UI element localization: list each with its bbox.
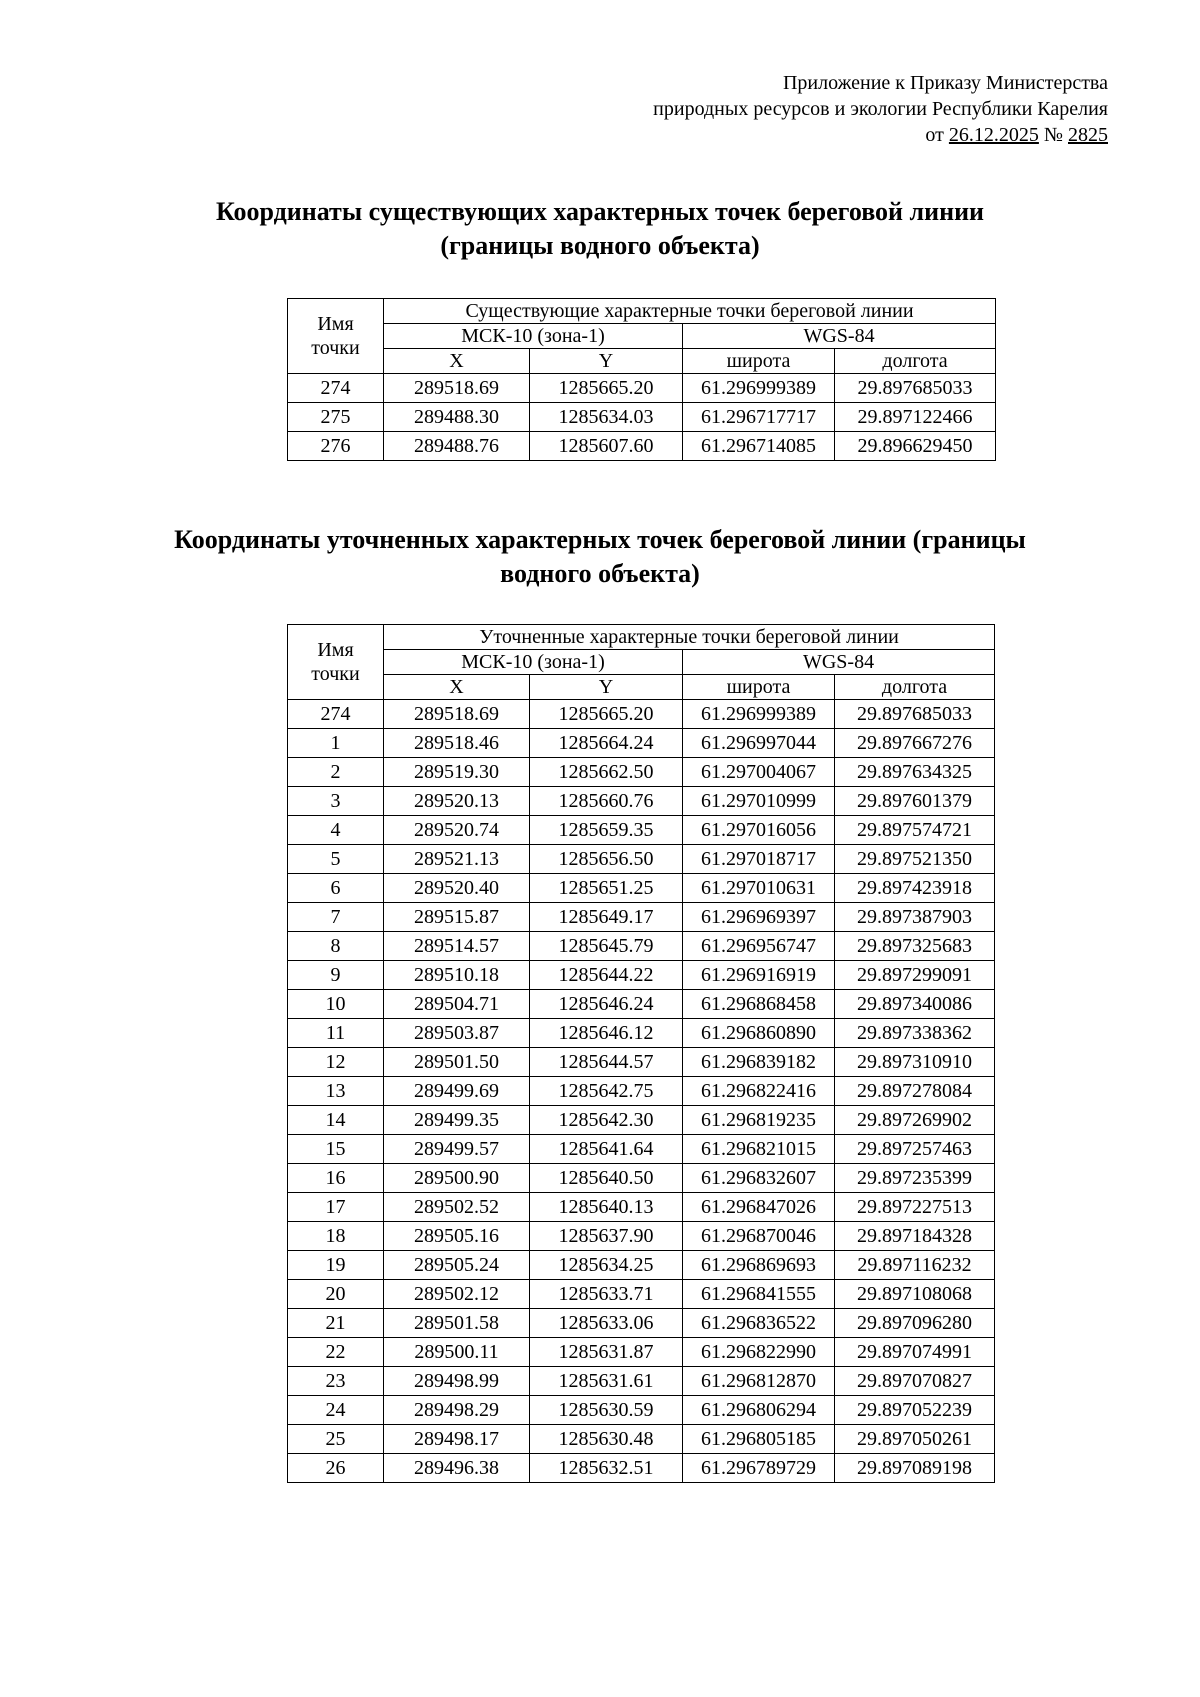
msk-header: МСК-10 (зона-1) [384, 650, 683, 675]
x-cell: 289498.99 [384, 1367, 530, 1396]
y-cell: 1285664.24 [530, 729, 683, 758]
y-cell: 1285631.61 [530, 1367, 683, 1396]
point-name-cell: 19 [288, 1251, 384, 1280]
point-name-cell: 6 [288, 874, 384, 903]
latitude-cell: 61.296836522 [683, 1309, 835, 1338]
point-name-cell: 275 [288, 403, 384, 432]
y-cell: 1285640.50 [530, 1164, 683, 1193]
table-row [288, 700, 995, 729]
latitude-cell: 61.296839182 [683, 1048, 835, 1077]
x-cell: 289518.46 [384, 729, 530, 758]
refined-points-body [288, 700, 995, 1483]
x-cell: 289498.17 [384, 1425, 530, 1454]
point-name-cell: 15 [288, 1135, 384, 1164]
latitude-cell: 61.296812870 [683, 1367, 835, 1396]
table-row [288, 1425, 995, 1454]
table-row [288, 1454, 995, 1483]
longitude-cell: 29.897122466 [835, 403, 996, 432]
x-cell: 289499.69 [384, 1077, 530, 1106]
latitude-cell: 61.296860890 [683, 1019, 835, 1048]
table-row [288, 1019, 995, 1048]
longitude-cell: 29.897257463 [835, 1135, 995, 1164]
section1-title-line-2: (границы водного объекта) [440, 231, 760, 260]
wgs-header: WGS-84 [683, 324, 996, 349]
latitude-cell: 61.296806294 [683, 1396, 835, 1425]
point-name-cell: 24 [288, 1396, 384, 1425]
y-cell: 1285662.50 [530, 758, 683, 787]
point-name-cell: 8 [288, 932, 384, 961]
table-row [288, 403, 996, 432]
point-name-cell: 1 [288, 729, 384, 758]
y-cell: 1285637.90 [530, 1222, 683, 1251]
section1-title-line-1: Координаты существующих характерных точек береговой линии [215, 197, 985, 226]
point-name-header-line-1: Имя [317, 313, 354, 335]
table-header-row [288, 625, 995, 650]
table-row [288, 990, 995, 1019]
y-cell: 1285644.22 [530, 961, 683, 990]
longitude-cell: 29.897667276 [835, 729, 995, 758]
y-cell: 1285660.76 [530, 787, 683, 816]
latitude-cell: 61.296868458 [683, 990, 835, 1019]
point-name-cell: 12 [288, 1048, 384, 1077]
x-cell: 289488.30 [384, 403, 530, 432]
point-name-cell: 10 [288, 990, 384, 1019]
approval-number-sign: № [1043, 124, 1063, 146]
y-cell: 1285659.35 [530, 816, 683, 845]
longitude-cell: 29.897052239 [835, 1396, 995, 1425]
longitude-cell: 29.897278084 [835, 1077, 995, 1106]
point-name-cell: 20 [288, 1280, 384, 1309]
longitude-cell: 29.897601379 [835, 787, 995, 816]
longitude-cell: 29.897338362 [835, 1019, 995, 1048]
table-row [288, 432, 996, 461]
table-row [288, 816, 995, 845]
table-row [288, 1338, 995, 1367]
x-cell: 289520.13 [384, 787, 530, 816]
latitude-cell: 61.297016056 [683, 816, 835, 845]
point-name-cell: 25 [288, 1425, 384, 1454]
latitude-cell: 61.296956747 [683, 932, 835, 961]
y-cell: 1285656.50 [530, 845, 683, 874]
existing-points-table [287, 298, 996, 461]
x-cell: 289515.87 [384, 903, 530, 932]
table-row [288, 932, 995, 961]
table-row [288, 758, 995, 787]
point-name-cell: 3 [288, 787, 384, 816]
longitude-cell: 29.897089198 [835, 1454, 995, 1483]
point-name-cell: 4 [288, 816, 384, 845]
longitude-cell: 29.896629450 [835, 432, 996, 461]
table-row [288, 1077, 995, 1106]
section2-title-line-2: водного объекта) [500, 559, 700, 588]
approval-number: 2825 [1068, 124, 1108, 146]
y-cell: 1285633.06 [530, 1309, 683, 1338]
table-row [288, 1106, 995, 1135]
table-row [288, 903, 995, 932]
y-cell: 1285644.57 [530, 1048, 683, 1077]
table-row [288, 1280, 995, 1309]
x-cell: 289520.40 [384, 874, 530, 903]
y-cell: 1285646.12 [530, 1019, 683, 1048]
x-cell: 289498.29 [384, 1396, 530, 1425]
y-cell: 1285646.24 [530, 990, 683, 1019]
longitude-cell: 29.897340086 [835, 990, 995, 1019]
wgs-header: WGS-84 [683, 650, 995, 675]
point-name-cell: 26 [288, 1454, 384, 1483]
point-name-cell: 21 [288, 1309, 384, 1338]
y-cell: 1285640.13 [530, 1193, 683, 1222]
table-row [288, 1222, 995, 1251]
latitude-cell: 61.296869693 [683, 1251, 835, 1280]
latitude-cell: 61.296822416 [683, 1077, 835, 1106]
col-x-header: X [384, 349, 530, 374]
point-name-cell: 274 [288, 700, 384, 729]
x-cell: 289510.18 [384, 961, 530, 990]
x-cell: 289505.24 [384, 1251, 530, 1280]
longitude-cell: 29.897310910 [835, 1048, 995, 1077]
x-cell: 289502.12 [384, 1280, 530, 1309]
x-cell: 289504.71 [384, 990, 530, 1019]
approval-line-2: природных ресурсов и экологии Республики Карелия [653, 98, 1108, 120]
x-cell: 289505.16 [384, 1222, 530, 1251]
latitude-cell: 61.296969397 [683, 903, 835, 932]
y-cell: 1285641.64 [530, 1135, 683, 1164]
latitude-cell: 61.296999389 [683, 700, 835, 729]
point-name-cell: 23 [288, 1367, 384, 1396]
approval-prefix: от [925, 124, 944, 146]
y-cell: 1285649.17 [530, 903, 683, 932]
y-cell: 1285645.79 [530, 932, 683, 961]
y-cell: 1285642.30 [530, 1106, 683, 1135]
longitude-cell: 29.897235399 [835, 1164, 995, 1193]
table-row [288, 1251, 995, 1280]
table-header-row [288, 299, 996, 324]
y-cell: 1285642.75 [530, 1077, 683, 1106]
point-name-cell: 274 [288, 374, 384, 403]
table-header-row [288, 650, 995, 675]
point-name-cell: 22 [288, 1338, 384, 1367]
latitude-cell: 61.296821015 [683, 1135, 835, 1164]
longitude-cell: 29.897685033 [835, 374, 996, 403]
latitude-cell: 61.297010631 [683, 874, 835, 903]
y-cell: 1285631.87 [530, 1338, 683, 1367]
x-cell: 289503.87 [384, 1019, 530, 1048]
point-name-cell: 7 [288, 903, 384, 932]
longitude-cell: 29.897685033 [835, 700, 995, 729]
latitude-cell: 61.296717717 [683, 403, 835, 432]
latitude-cell: 61.297004067 [683, 758, 835, 787]
latitude-cell: 61.297018717 [683, 845, 835, 874]
group-header: Уточненные характерные точки береговой линии [384, 625, 995, 650]
point-name-cell: 5 [288, 845, 384, 874]
x-cell: 289496.38 [384, 1454, 530, 1483]
latitude-cell: 61.296805185 [683, 1425, 835, 1454]
x-cell: 289500.11 [384, 1338, 530, 1367]
table-header-row [288, 675, 995, 700]
y-cell: 1285630.59 [530, 1396, 683, 1425]
point-name-cell: 2 [288, 758, 384, 787]
table-header-row [288, 349, 996, 374]
y-cell: 1285651.25 [530, 874, 683, 903]
latitude-cell: 61.296870046 [683, 1222, 835, 1251]
table-row [288, 787, 995, 816]
longitude-cell: 29.897184328 [835, 1222, 995, 1251]
latitude-cell: 61.296832607 [683, 1164, 835, 1193]
x-cell: 289502.52 [384, 1193, 530, 1222]
approval-line-3 [653, 122, 1108, 148]
longitude-cell: 29.897227513 [835, 1193, 995, 1222]
latitude-cell: 61.296841555 [683, 1280, 835, 1309]
x-cell: 289500.90 [384, 1164, 530, 1193]
y-cell: 1285665.20 [530, 374, 683, 403]
table-row [288, 1135, 995, 1164]
y-cell: 1285632.51 [530, 1454, 683, 1483]
x-cell: 289499.57 [384, 1135, 530, 1164]
refined-points-table [287, 624, 995, 1483]
longitude-cell: 29.897387903 [835, 903, 995, 932]
table-row [288, 1164, 995, 1193]
y-cell: 1285607.60 [530, 432, 683, 461]
col-lat-header: широта [683, 349, 835, 374]
latitude-cell: 61.296789729 [683, 1454, 835, 1483]
point-name-header [288, 625, 384, 700]
section1-title [0, 195, 1200, 263]
longitude-cell: 29.897269902 [835, 1106, 995, 1135]
longitude-cell: 29.897634325 [835, 758, 995, 787]
latitude-cell: 61.296847026 [683, 1193, 835, 1222]
point-name-cell: 17 [288, 1193, 384, 1222]
section2-title [0, 523, 1200, 591]
table-row [288, 845, 995, 874]
col-y-header: Y [530, 675, 683, 700]
col-y-header: Y [530, 349, 683, 374]
longitude-cell: 29.897050261 [835, 1425, 995, 1454]
x-cell: 289499.35 [384, 1106, 530, 1135]
group-header: Существующие характерные точки береговой линии [384, 299, 996, 324]
table-row [288, 1309, 995, 1338]
point-name-cell: 16 [288, 1164, 384, 1193]
x-cell: 289518.69 [384, 374, 530, 403]
table-row [288, 374, 996, 403]
existing-points-body [288, 374, 996, 461]
point-name-header [288, 299, 384, 374]
table-row [288, 1367, 995, 1396]
longitude-cell: 29.897574721 [835, 816, 995, 845]
y-cell: 1285630.48 [530, 1425, 683, 1454]
x-cell: 289520.74 [384, 816, 530, 845]
latitude-cell: 61.296819235 [683, 1106, 835, 1135]
x-cell: 289521.13 [384, 845, 530, 874]
approval-line-1: Приложение к Приказу Министерства [782, 72, 1108, 94]
y-cell: 1285634.03 [530, 403, 683, 432]
longitude-cell: 29.897325683 [835, 932, 995, 961]
point-name-header-line-2: точки [311, 663, 360, 685]
longitude-cell: 29.897299091 [835, 961, 995, 990]
longitude-cell: 29.897521350 [835, 845, 995, 874]
x-cell: 289518.69 [384, 700, 530, 729]
approval-date: 26.12.2025 [948, 124, 1039, 146]
point-name-header-line-2: точки [311, 337, 360, 359]
table-row [288, 1048, 995, 1077]
x-cell: 289519.30 [384, 758, 530, 787]
point-name-cell: 18 [288, 1222, 384, 1251]
table-row [288, 1193, 995, 1222]
x-cell: 289501.58 [384, 1309, 530, 1338]
col-lon-header: долгота [835, 349, 996, 374]
longitude-cell: 29.897116232 [835, 1251, 995, 1280]
table-header-row [288, 324, 996, 349]
latitude-cell: 61.297010999 [683, 787, 835, 816]
col-x-header: X [384, 675, 530, 700]
table-row [288, 961, 995, 990]
x-cell: 289514.57 [384, 932, 530, 961]
col-lon-header: долгота [835, 675, 995, 700]
col-lat-header: широта [683, 675, 835, 700]
longitude-cell: 29.897096280 [835, 1309, 995, 1338]
longitude-cell: 29.897423918 [835, 874, 995, 903]
latitude-cell: 61.296822990 [683, 1338, 835, 1367]
table-row [288, 874, 995, 903]
longitude-cell: 29.897108068 [835, 1280, 995, 1309]
section2-title-line-1: Координаты уточненных характерных точек береговой линии (границы [174, 525, 1026, 554]
table-row [288, 1396, 995, 1425]
msk-header: МСК-10 (зона-1) [384, 324, 683, 349]
latitude-cell: 61.296999389 [683, 374, 835, 403]
x-cell: 289501.50 [384, 1048, 530, 1077]
longitude-cell: 29.897074991 [835, 1338, 995, 1367]
latitude-cell: 61.296916919 [683, 961, 835, 990]
point-name-cell: 11 [288, 1019, 384, 1048]
x-cell: 289488.76 [384, 432, 530, 461]
point-name-header-line-1: Имя [317, 639, 354, 661]
y-cell: 1285634.25 [530, 1251, 683, 1280]
y-cell: 1285633.71 [530, 1280, 683, 1309]
table-row [288, 729, 995, 758]
point-name-cell: 276 [288, 432, 384, 461]
longitude-cell: 29.897070827 [835, 1367, 995, 1396]
point-name-cell: 13 [288, 1077, 384, 1106]
latitude-cell: 61.296714085 [683, 432, 835, 461]
latitude-cell: 61.296997044 [683, 729, 835, 758]
point-name-cell: 14 [288, 1106, 384, 1135]
approval-block [653, 70, 1108, 148]
y-cell: 1285665.20 [530, 700, 683, 729]
point-name-cell: 9 [288, 961, 384, 990]
